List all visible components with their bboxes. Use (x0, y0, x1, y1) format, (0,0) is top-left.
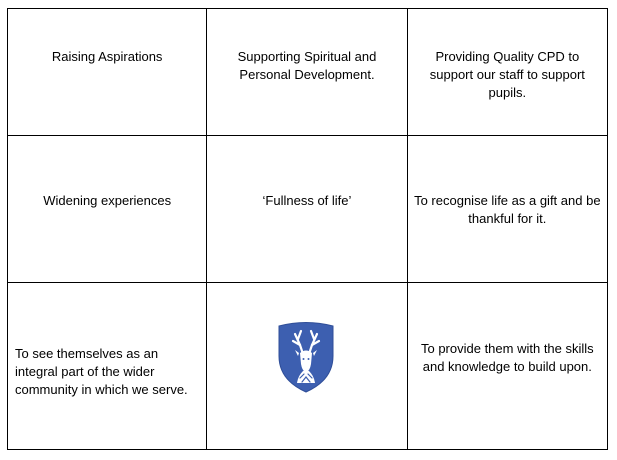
cell-text-quality-cpd: Providing Quality CPD to support our staff to support pupils. (429, 49, 585, 100)
table-cell (207, 9, 407, 136)
cell-text-spiritual-development: Supporting Spiritual and Personal Development. (237, 49, 377, 82)
cell-text-skills-knowledge: To provide them with the skills and knowledge to build upon. (420, 340, 594, 374)
table-row (8, 136, 608, 282)
cell-text-fullness-of-life: ‘Fullness of life’ (262, 193, 352, 209)
table-cell (8, 9, 207, 136)
table-row (8, 282, 608, 449)
cell-text-recognise-life: To recognise life as a gift and be thankful for it. (414, 193, 601, 227)
table-cell (8, 282, 207, 449)
values-grid-table (7, 8, 608, 450)
table-cell (8, 136, 207, 282)
cell-text-wider-community: To see themselves as an integral part of the wider community in which we serve. (15, 345, 188, 397)
table-cell-crest (207, 282, 407, 449)
table-cell (407, 282, 607, 449)
table-cell (207, 136, 407, 282)
cell-text-raising-aspirations: Raising Aspirations (51, 49, 163, 64)
cell-text-widening-experiences: Widening experiences (43, 193, 172, 209)
table-row (8, 9, 608, 136)
table-cell (407, 136, 607, 282)
stag-shield-crest-icon (276, 320, 336, 394)
table-cell (407, 9, 607, 136)
